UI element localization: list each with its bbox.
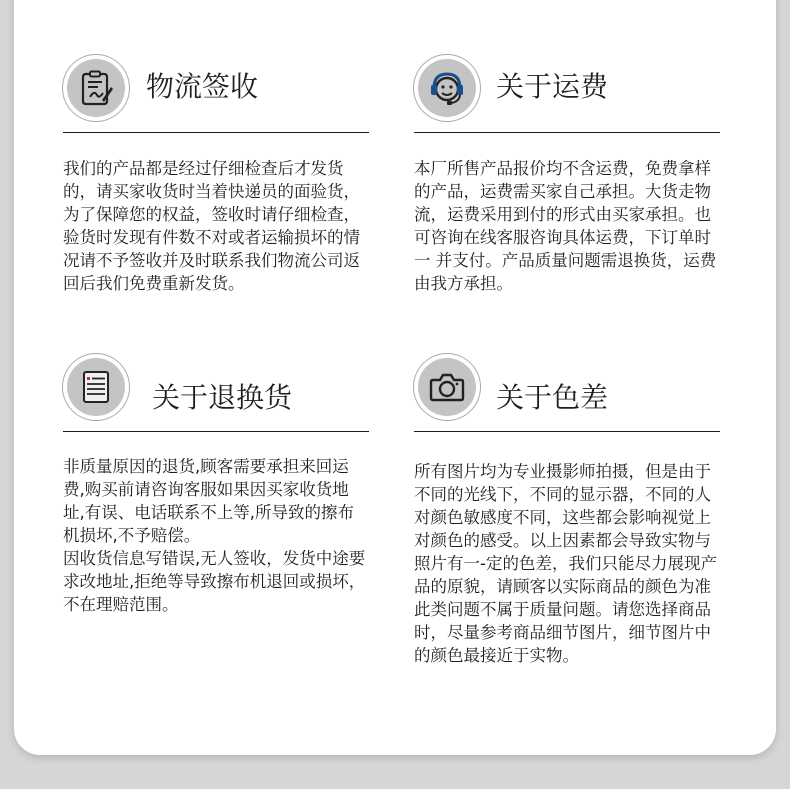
- section-header: [63, 354, 369, 426]
- section-header: [414, 354, 720, 426]
- section-header: [414, 55, 720, 127]
- clipboard-sign-icon: [63, 55, 129, 121]
- section-paragraph: 所有图片均为专业摄影师拍摄，但是由于不同的光线下，不同的显示器，不同的人对颜色敏感度不同，这些都会影响视觉上对颜色的感受。以上因素都会导致实物与照片有一-定的色差，我们只能尽力展现产品的原貌，请顾客以实际商品的颜色为准此类问题不属于质量问题。请您选择商品时，尽量参考商品细节图片，细节图片中的颜色最接近于实物。: [414, 462, 717, 665]
- section-paragraph: 因收货信息写错误,无人签收，发货中途要求改地址,拒绝等导致擦布机退回或损坏，不在理赔范围。: [63, 549, 366, 614]
- section-paragraph: 本厂所售产品报价均不含运费，免费拿样的产品，运费需买家自己承担。大货走物流，运费采用到付的形式由买家承担。也可咨询在线客服咨询具体运费，下订单时一 并支付。产品质量问题需退换货，运费由我方承担。: [414, 159, 717, 293]
- section-title: 关于色差: [496, 381, 609, 414]
- section-title: 关于退换货: [152, 381, 293, 414]
- section-title: 物流签收: [146, 70, 259, 103]
- divider: [63, 431, 369, 432]
- section-body: [63, 455, 369, 616]
- divider: [414, 431, 720, 432]
- section-paragraph: 非质量原因的退货,顾客需要承担来回运费,购买前请咨询客服如果因买家收货地址,有误、电话联系不上等,所导致的擦布机损坏,不予赔偿。: [63, 457, 354, 545]
- section-paragraph: 我们的产品都是经过仔细检查后才发货的，请买家收货时当着快递员的面验货，为了保障您的权益，签收时请仔细检查，验货时发现有件数不对或者运输损坏的情况请不予签收并及时联系我们物流公司返回后我们免费重新发货。: [63, 159, 360, 293]
- divider: [414, 132, 720, 133]
- section-header: [63, 55, 369, 127]
- camera-icon: [414, 354, 480, 420]
- section-title: 关于运费: [496, 70, 609, 103]
- divider: [63, 132, 369, 133]
- section-body: [414, 157, 720, 295]
- return-document-list-icon: [63, 354, 129, 420]
- section-body: [63, 157, 369, 295]
- customer-service-headset-icon: [414, 55, 480, 121]
- section-body: [414, 460, 720, 667]
